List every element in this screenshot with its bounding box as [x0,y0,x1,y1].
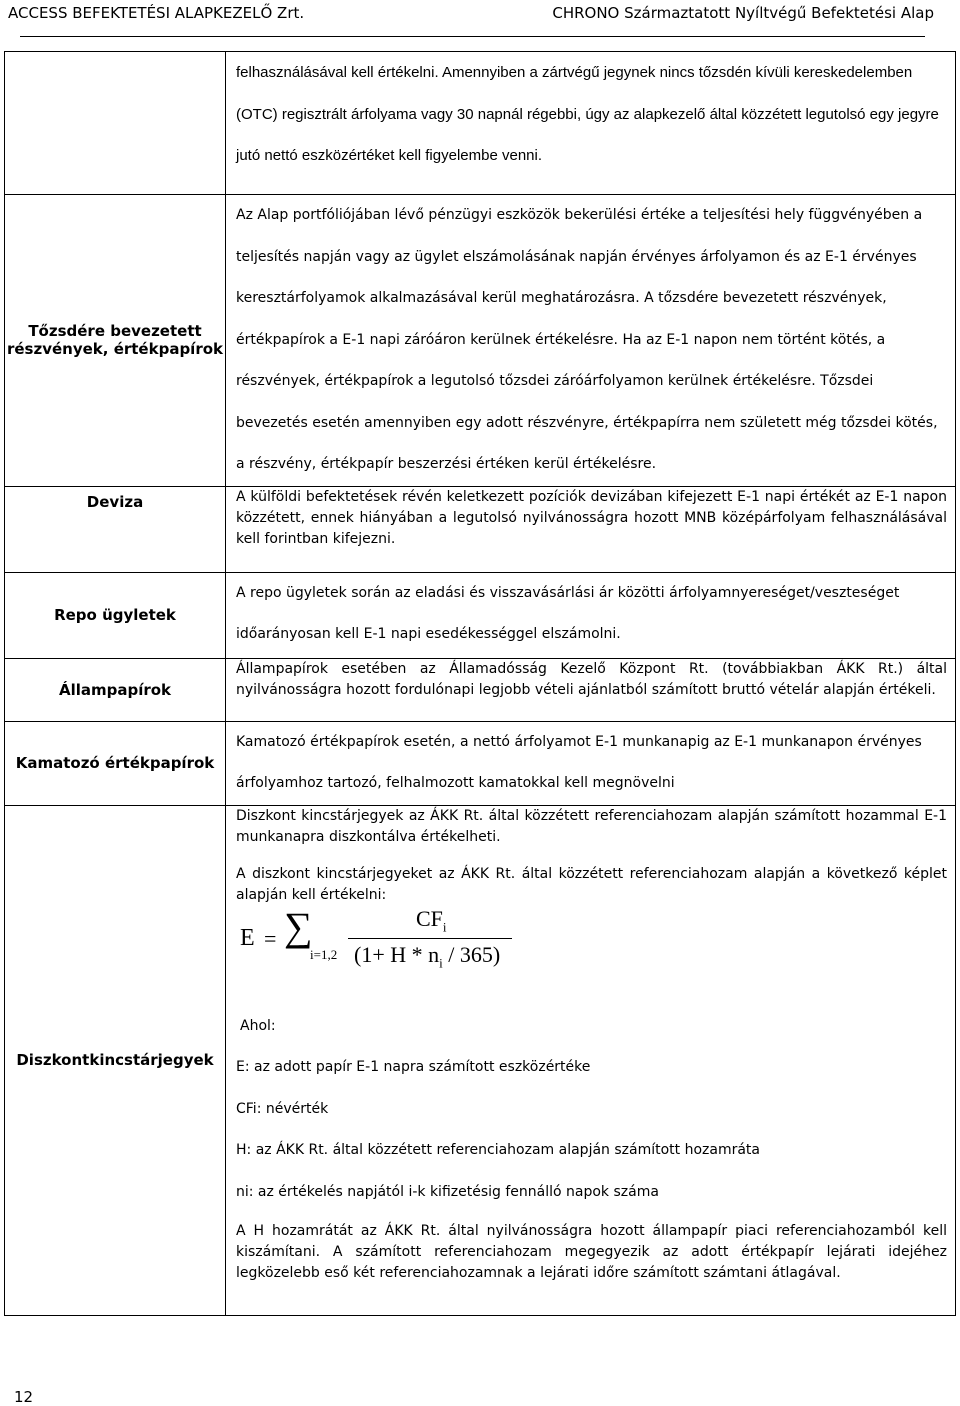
header-divider [20,36,925,37]
row-text-currency: A külföldi befektetések révén keletkezett pozíciók devizában kifejezett E-1 napi értékét az E-1 napon közzétett, ennek hiányában a legutolsó nyilvánosságra hozott MNB középárfolyam felhasználásával kell forintban kifejezni. [226,486,956,572]
row-label-empty [5,52,226,195]
formula-lhs: E [240,924,255,951]
formula-equals: = [264,925,277,951]
table-row [5,52,956,195]
discount-paragraph-2: A diszkont kincstárjegyeket az ÁKK Rt. által közzétett referenciahozam alapján a következő képlet alapján kell értékelni: [236,865,947,903]
row-label-government-securities: Állampapírok [5,658,226,721]
row-label-interest-bearing: Kamatozó értékpapírok [5,721,226,805]
header-company: ACCESS BEFEKTETÉSI ALAPKEZELŐ Zrt. [8,4,305,22]
fraction-bar [348,938,512,939]
table-row [5,195,956,487]
definition-cfi: CFi: névérték [236,1100,329,1117]
row-content-discount-treasury-bills [226,805,956,1315]
row-text-listed-shares: Az Alap portfóliójában lévő pénzügyi eszközök bekerülési értéke a teljesítési hely függvényében a teljesítés napján vagy az ügylet elszámolásának napján érvényes árfolyamon és az E-1 érvényes keresztárfolyamok alkalmazásával kerül meghatározásra. A tőzsdére bevezetett részvények, értékpapírok a E-1 napi záróáron kerülnek értékelésre. Ha az E-1 napon nem történt kötés, a részvények, értékpapírok a legutolsó tőzsdei záróárfolyamon kerülnek értékelésre. Tőzsdei bevezetés esetén amennyiben egy adott részvényre, értékpapírra nem született még tőzsdei kötés, a részvény, értékpapír beszerzési értéken kerül értékelésre. [226,195,956,487]
row-label-repo: Repo ügyletek [5,572,226,658]
formula-numerator: $CF_i$ [416,905,447,934]
valuation-formula [236,903,947,1006]
valuation-table [4,51,956,1316]
table-row [5,721,956,805]
row-text-repo: A repo ügyletek során az eladási és visszavásárlási ár közötti árfolyamnyereséget/veszteséget időarányosan kell E-1 napi esedékességgel elszámolni. [226,572,956,658]
row-text-closed-end-funds: felhasználásával kell értékelni. Amennyiben a zártvégű jegynek nincs tőzsdén kívüli kereskedelemben (OTC) regisztrált árfolyama vagy 30 napnál régebbi, úgy az alapkezelő által közzétett legutolsó egy jegyre jutó nettó eszközértéket kell figyelembe venni. [226,52,956,195]
header-fund-name: CHRONO Származtatott Nyíltvégű Befektetési Alap [552,4,934,22]
row-text-interest-bearing: Kamatozó értékpapírok esetén, a nettó árfolyamot E-1 munkanapig az E-1 munkanapon érvényes árfolyamhoz tartozó, felhalmozott kamatokkal kell megnövelni [226,721,956,805]
definition-h: H: az ÁKK Rt. által közzétett referenciahozam alapján számított hozamráta [236,1142,760,1158]
row-label-currency: Deviza [5,486,226,572]
discount-paragraph-1: Diszkont kincstárjegyek az ÁKK Rt. által közzétett referenciahozam alapján számított hozammal E-1 munkanapra diszkontálva értékelheti. [236,807,947,845]
discount-paragraph-3: A H hozamrátát az ÁKK Rt. által nyilvánosságra hozott állampapír piaci referenciahozamból kell kiszámítani. A számított referenciahozam megegyezik az adott értékpapír lejárati idejéhez legközelebb eső két referenciahozamnak a lejárati időre számított számtani átlagával. [236,1223,947,1281]
formula-sum-subscript: i=1,2 [310,946,338,962]
definition-ni: ni: az értékelés napjától i-k kifizetésig fennálló napok száma [236,1183,659,1200]
table-row [5,572,956,658]
formula-denominator: $(1+ H * n_i / 365)$ [354,941,501,970]
page-number: 12 [14,1388,34,1406]
table-row [5,486,956,572]
formula-sum: ∑ [284,903,313,949]
row-text-government-securities: Állampapírok esetében az Államadósság Kezelő Központ Rt. (továbbiakban ÁKK Rt.) által nyilvánosságra hozott fordulónapi legjobb vételi ajánlatból számított bruttó vételár alapján értékeli. [226,658,956,721]
table-row [5,658,956,721]
definition-e: E: az adott papír E-1 napra számított eszközértéke [236,1059,591,1075]
row-label-discount-treasury-bills: Diszkontkincstárjegyek [5,805,226,1315]
table-row [5,805,956,1315]
definitions-intro: Ahol: [240,1017,276,1034]
row-label-listed-shares: Tőzsdére bevezetett részvények, értékpapírok [5,195,226,487]
